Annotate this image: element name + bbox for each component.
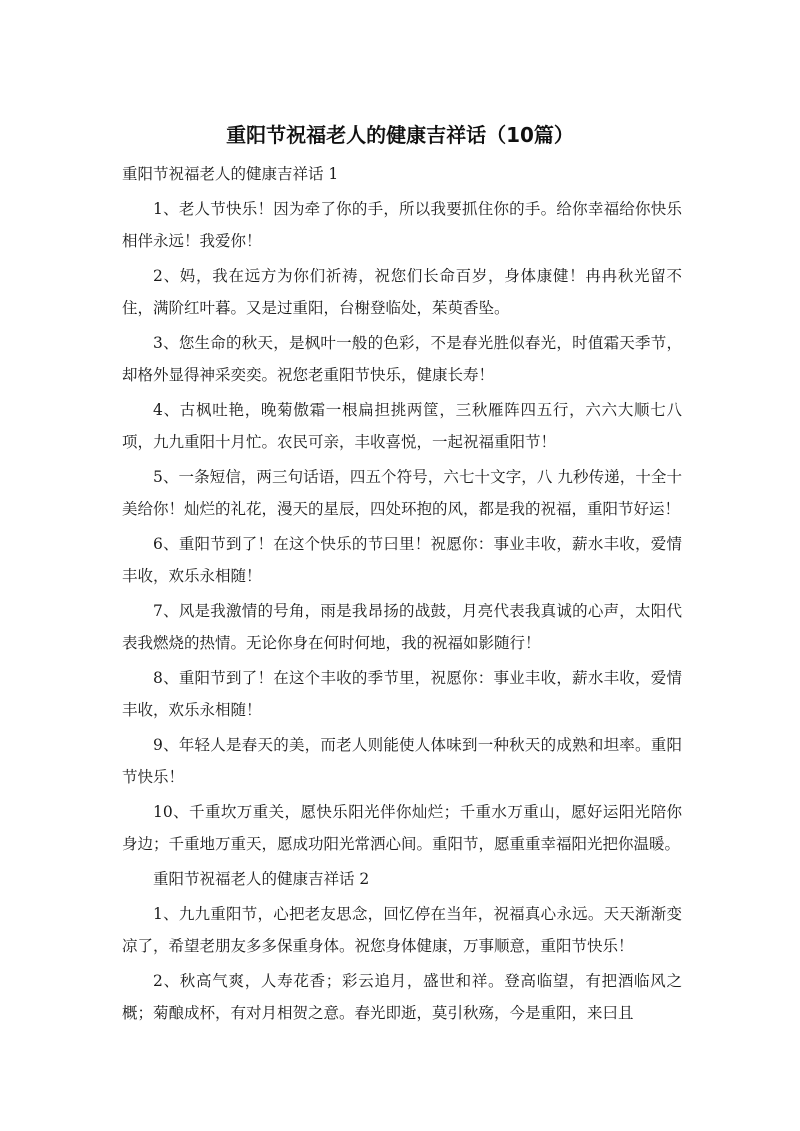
paragraph: 2、妈，我在远方为你们祈祷，祝您们长命百岁，身体康健！冉冉秋光留不住，满阶红叶暮。又是过重阳，台榭登临处，茱萸香坠。 bbox=[122, 267, 682, 317]
paragraph: 1、老人节快乐！因为牵了你的手，所以我要抓住你的手。给你幸福给你快乐相伴永远！我爱你！ bbox=[122, 200, 682, 250]
paragraph: 4、古枫吐艳，晚菊傲霜一根扁担挑两筐，三秋雁阵四五行，六六大顺七八项，九九重阳十月忙。农民可亲，丰收喜悦，一起祝福重阳节！ bbox=[122, 401, 682, 451]
section-heading: 重阳节祝福老人的健康吉祥话 1 bbox=[122, 165, 339, 183]
paragraph: 3、您生命的秋天，是枫叶一般的色彩，不是春光胜似春光，时值霜天季节，却格外显得神采奕奕。祝您老重阳节快乐，健康长寿！ bbox=[122, 334, 682, 384]
paragraph: 1、九九重阳节，心把老友思念，回忆停在当年，祝福真心永远。天天渐渐变凉了，希望老朋友多多保重身体。祝您身体健康，万事顺意，重阳节快乐！ bbox=[122, 905, 682, 955]
section-heading: 重阳节祝福老人的健康吉祥话 2 bbox=[153, 870, 370, 888]
paragraph: 5、一条短信，两三句话语，四五个符号，六七十文字，八 九秒传递，十全十美给你！灿烂的礼花，漫天的星辰，四处环抱的风，都是我的祝福，重阳节好运！ bbox=[122, 468, 682, 518]
paragraph: 10、千重坎万重关，愿快乐阳光伴你灿烂；千重水万重山，愿好运阳光陪你身边；千重地万重天，愿成功阳光常洒心间。重阳节，愿重重幸福阳光把你温暖。 bbox=[122, 803, 682, 853]
paragraph: 6、重阳节到了！在这个快乐的节曰里！祝愿你：事业丰收，薪水丰收，爱情丰收，欢乐永相随！ bbox=[122, 535, 682, 585]
document-body bbox=[122, 158, 682, 1029]
paragraph: 8、重阳节到了！在这个丰收的季节里，祝愿你：事业丰收，薪水丰收，爱情丰收，欢乐永相随！ bbox=[122, 669, 682, 719]
paragraph: 2、秋高气爽，人寿花香；彩云追月，盛世和祥。登高临望，有把酒临风之概；菊酿成杯，有对月相贺之意。春光即逝，莫引秋殇，今是重阳，来曰且 bbox=[122, 972, 682, 1022]
document-title: 重阳节祝福老人的健康吉祥话（10篇） bbox=[226, 123, 574, 147]
paragraph: 9、年轻人是春天的美，而老人则能使人体味到一种秋天的成熟和坦率。重阳节快乐！ bbox=[122, 736, 682, 786]
paragraph: 7、风是我激情的号角，雨是我昂扬的战鼓，月亮代表我真诚的心声，太阳代表我燃烧的热情。无论你身在何时何地，我的祝福如影随行！ bbox=[122, 602, 682, 652]
